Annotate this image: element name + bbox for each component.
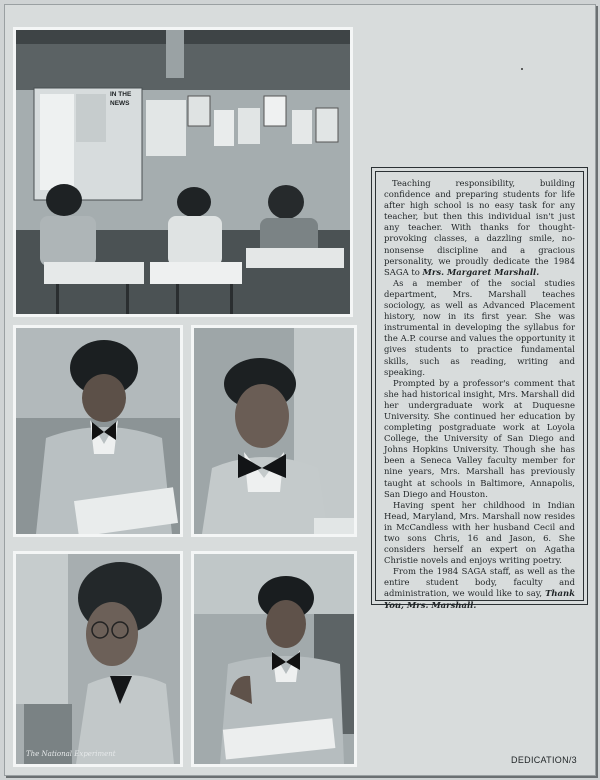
- thank-you-text: Thank You, Mrs. Marshall.: [384, 588, 575, 610]
- teacher-reading-photo: [13, 325, 183, 537]
- dedication-text-box: [371, 167, 588, 610]
- paragraph-education: Prompted by a professor's comment that she had historical insight, Mrs. Marshall did her undergraduate work at Duquesne University. She continued her education by completing postgraduate work at Loyola College, the University of San Diego and Johns Hopkins University. Though she has been a Seneca Valley faculty member for nine years, Mrs. Marshall has previously taught at schools in Baltimore, Annapolis, San Diego and Houston.: [384, 377, 575, 499]
- paragraph-department: As a member of the social studies department, Mrs. Marshall teaches sociology, as well as Advanced Placement history, now in its first year. She was instrumental in developing the syllabus for the A.P. course and values the opportunity it gives students to practice fundamental skills, such as reading, writing and speaking.: [384, 277, 575, 377]
- paragraph-intro: [384, 178, 575, 278]
- teacher-at-desk-photo: [191, 551, 357, 767]
- photo-credit: The National Experiment: [26, 750, 116, 758]
- paragraph-family: Having spent her childhood in Indian Head, Maryland, Mrs. Marshall now resides in McCandless with her husband Cecil and two sons Chris, 16 and Jason, 6. She considers herself an expert on Agatha Christie novels and enjoys writing poetry.: [384, 499, 575, 566]
- closing-text: From the 1984 SAGA staff, as well as the entire student body, faculty and administration, we would like to say,: [384, 566, 575, 599]
- teacher-glasses-photo: [13, 551, 183, 767]
- print-mark: [521, 68, 523, 70]
- teacher-smiling-scene: [194, 328, 354, 534]
- page-footer: DEDICATION/3: [511, 755, 577, 765]
- paragraph-closing: [384, 566, 575, 610]
- teacher-reading-scene: [16, 328, 180, 534]
- intro-text: Teaching responsibility, building confidence and preparing students for life after high school is no easy task for any teacher, but then this individual isn't just any teacher. With thanks for thought-provoking classes, a dazzling smile, no-nonsense discipline and a gracious personality, we proudly dedicate the 1984 SAGA to: [384, 178, 575, 277]
- dedication-text: [375, 171, 584, 610]
- classroom-scene: [16, 30, 350, 314]
- teacher-glasses-scene: [16, 554, 180, 764]
- classroom-photo: [13, 27, 353, 317]
- teacher-smiling-photo: [191, 325, 357, 537]
- dedicatee-name: Mrs. Margaret Marshall.: [422, 266, 540, 277]
- teacher-at-desk-scene: [194, 554, 354, 764]
- in-the-news-sign: IN THE NEWS: [110, 91, 132, 107]
- yearbook-page: [4, 4, 596, 776]
